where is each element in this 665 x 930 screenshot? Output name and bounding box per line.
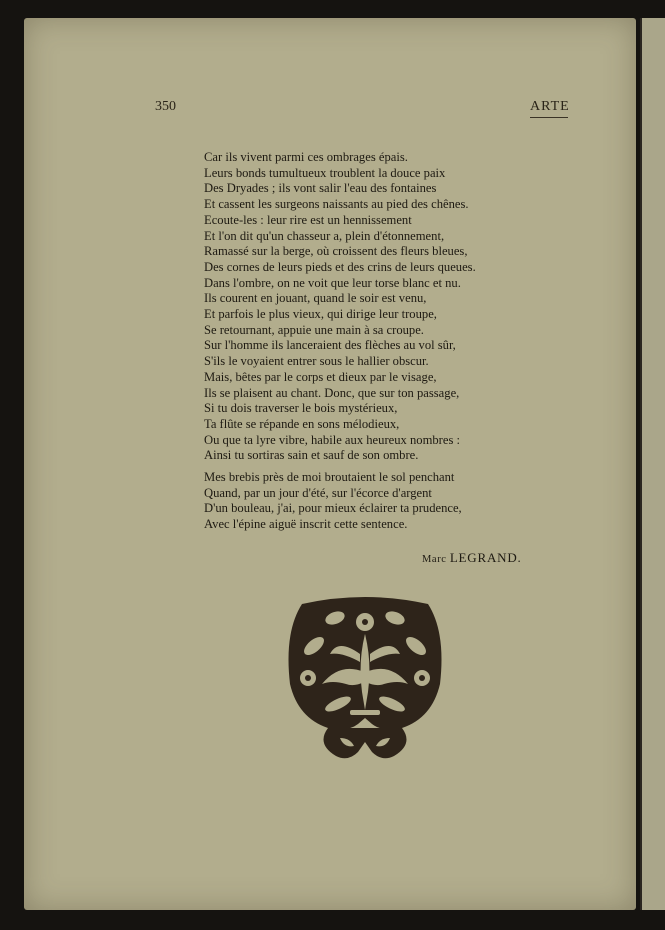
poem-line: Ainsi tu sortiras sain et sauf de son ombre.	[204, 448, 419, 463]
page-number: 350	[155, 99, 176, 114]
poem-line: Ils courent en jouant, quand le soir est venu,	[204, 291, 427, 306]
poem-line: Si tu dois traverser le bois mystérieux,	[204, 401, 398, 416]
poem-line: Ta flûte se répande en sons mélodieux,	[204, 416, 400, 431]
poem-line: Des Dryades ; ils vont salir l'eau des fontaines	[204, 181, 437, 196]
floral-vignette-icon	[280, 592, 450, 762]
poem-line: Car ils vivent parmi ces ombrages épais.	[204, 150, 408, 164]
poem-line: Ou que ta lyre vibre, habile aux heureux nombres :	[204, 432, 460, 447]
running-head-rule	[530, 117, 568, 118]
poem-line: Et parfois le plus vieux, qui dirige leur troupe,	[204, 307, 437, 322]
poem-line: D'un bouleau, j'ai, pour mieux éclairer ta prudence,	[204, 501, 462, 516]
poem-line: Mais, bêtes par le corps et dieux par le visage,	[204, 369, 437, 384]
author-first-name: Marc	[422, 554, 447, 565]
poem-line: Et cassent les surgeons naissants au pied des chênes.	[204, 197, 469, 212]
poem-line: Des cornes de leurs pieds et des crins de leurs queues.	[204, 259, 476, 274]
poem-line: Leurs bonds tumultueux troublent la douce paix	[204, 165, 446, 180]
poem-stanza-1	[204, 150, 476, 464]
poem-line: Quand, par un jour d'été, sur l'écorce d'argent	[204, 485, 432, 500]
poem-line: Ils se plaisent au chant. Donc, que sur ton passage,	[204, 385, 460, 400]
poem-line: Dans l'ombre, on ne voit que leur torse blanc et nu.	[204, 275, 461, 290]
poem-line: Avec l'épine aiguë inscrit cette sentence.	[204, 517, 408, 532]
poem-line: Ramassé sur la berge, où croissent des fleurs bleues,	[204, 244, 468, 259]
poem-line: Et l'on dit qu'un chasseur a, plein d'étonnement,	[204, 228, 445, 243]
poem-stanza-2	[204, 470, 462, 533]
poem-line: Ecoute-les : leur rire est un hennissement	[204, 212, 412, 227]
poem-line: Sur l'homme ils lanceraient des flèches au vol sûr,	[204, 338, 456, 353]
poem-line: S'ils le voyaient entrer sous le hallier obscur.	[204, 354, 429, 369]
facing-page-edge	[640, 18, 665, 910]
author-last-name: LEGRAND.	[449, 550, 522, 565]
author-signature	[422, 550, 522, 566]
running-head: ARTE	[530, 99, 570, 114]
poem-line: Se retournant, appuie une main à sa croupe.	[204, 322, 424, 337]
poem-line: Mes brebis près de moi broutaient le sol penchant	[204, 470, 455, 484]
